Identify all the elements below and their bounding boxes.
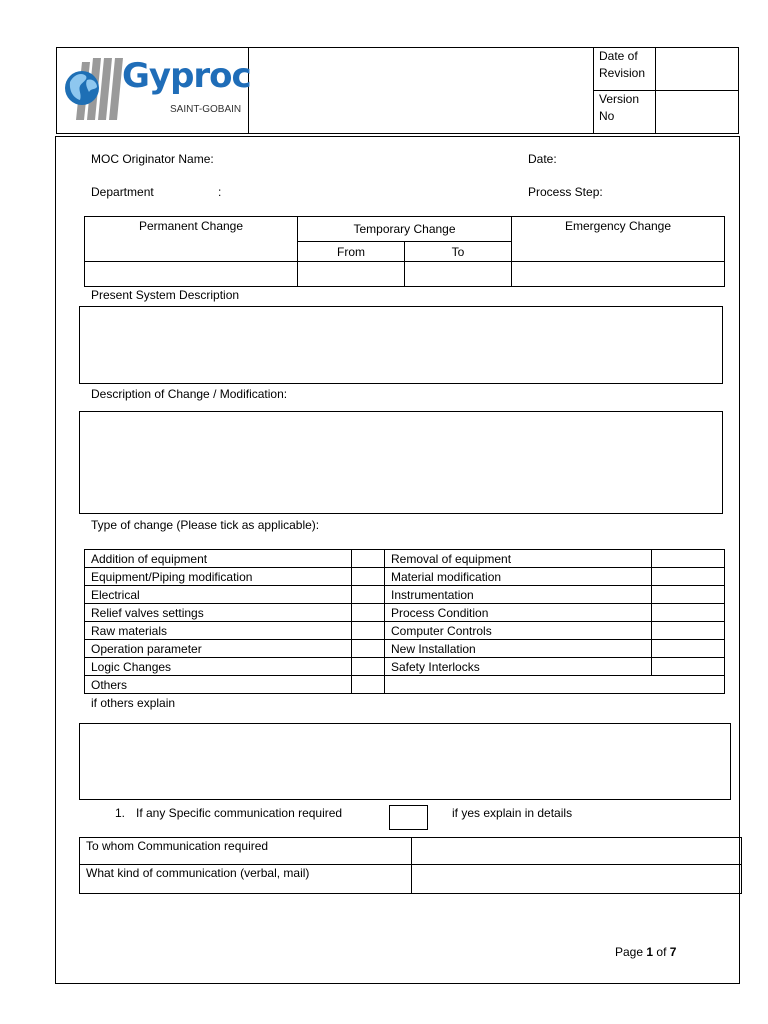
change-type-label: Electrical — [85, 586, 352, 604]
version-no-label: Version No — [599, 92, 640, 123]
change-type-label: Removal of equipment — [385, 550, 652, 568]
change-type-checkbox[interactable] — [352, 550, 385, 568]
page-total: 7 — [669, 945, 677, 959]
change-type-checkbox[interactable] — [652, 640, 725, 658]
change-type-label: New Installation — [385, 640, 652, 658]
change-type-checkbox[interactable] — [352, 586, 385, 604]
date-of-revision-label: Date of Revision — [599, 49, 646, 80]
type-of-change-label: Type of change (Please tick as applicable): — [91, 518, 320, 532]
change-type-checkbox[interactable] — [352, 658, 385, 676]
change-type-label: Relief valves settings — [85, 604, 352, 622]
change-type-label: Process Condition — [385, 604, 652, 622]
if-yes-explain-label: if yes explain in details — [452, 806, 573, 820]
change-type-label: Others — [85, 676, 352, 694]
description-change-input[interactable] — [79, 411, 723, 514]
change-type-empty-cell — [385, 676, 725, 694]
department-label: Department — [91, 185, 154, 199]
communication-item-number: 1. — [115, 806, 126, 820]
permanent-change-cell[interactable] — [85, 262, 298, 287]
others-explain-input[interactable] — [79, 723, 731, 800]
communication-question: If any Specific communication required — [136, 806, 343, 820]
temporary-to-cell[interactable] — [405, 262, 512, 287]
present-system-label: Present System Description — [91, 288, 240, 302]
present-system-input[interactable] — [79, 306, 723, 384]
change-type-label: Material modification — [385, 568, 652, 586]
change-type-label: Logic Changes — [85, 658, 352, 676]
temporary-from-header: From — [298, 242, 405, 262]
change-type-checkbox[interactable] — [352, 568, 385, 586]
date-of-revision-value[interactable] — [657, 48, 737, 89]
description-change-label: Description of Change / Modification: — [91, 387, 288, 401]
change-type-label: Safety Interlocks — [385, 658, 652, 676]
to-whom-label: To whom Communication required — [80, 838, 412, 865]
of-word: of — [656, 945, 667, 959]
change-type-checklist — [84, 549, 725, 694]
change-type-checkbox[interactable] — [652, 604, 725, 622]
to-whom-input[interactable] — [412, 838, 742, 865]
change-type-checkbox[interactable] — [352, 604, 385, 622]
change-category-table — [84, 216, 725, 287]
change-type-checkbox[interactable] — [352, 640, 385, 658]
date-label: Date: — [528, 152, 557, 166]
permanent-change-header: Permanent Change — [85, 217, 298, 262]
change-type-label: Equipment/Piping modification — [85, 568, 352, 586]
change-type-label: Raw materials — [85, 622, 352, 640]
logo-subtitle: SAINT-GOBAIN — [170, 104, 242, 115]
process-step-label: Process Step: — [528, 185, 603, 199]
change-type-checkbox[interactable] — [652, 586, 725, 604]
page-number — [615, 945, 676, 959]
communication-table — [79, 837, 742, 894]
department-colon: : — [218, 185, 222, 199]
emergency-change-cell[interactable] — [512, 262, 725, 287]
change-type-label: Computer Controls — [385, 622, 652, 640]
communication-required-checkbox[interactable] — [389, 805, 428, 830]
logo-wordmark: Gyproc — [122, 56, 251, 96]
change-type-label: Instrumentation — [385, 586, 652, 604]
change-type-label: Addition of equipment — [85, 550, 352, 568]
change-type-checkbox[interactable] — [652, 550, 725, 568]
change-type-checkbox[interactable] — [652, 622, 725, 640]
originator-name-label: MOC Originator Name: — [91, 152, 214, 166]
change-type-checkbox[interactable] — [352, 676, 385, 694]
temporary-change-header: Temporary Change — [298, 217, 512, 242]
temporary-to-header: To — [405, 242, 512, 262]
what-kind-input[interactable] — [412, 865, 742, 894]
version-no-value[interactable] — [657, 92, 737, 132]
temporary-from-cell[interactable] — [298, 262, 405, 287]
change-type-checkbox[interactable] — [652, 658, 725, 676]
company-logo — [60, 54, 251, 124]
change-type-label: Operation parameter — [85, 640, 352, 658]
what-kind-label: What kind of communication (verbal, mail) — [80, 865, 412, 894]
page-current: 1 — [646, 945, 654, 959]
emergency-change-header: Emergency Change — [512, 217, 725, 262]
change-type-checkbox[interactable] — [652, 568, 725, 586]
if-others-label: if others explain — [91, 696, 176, 710]
page-word: Page — [615, 945, 644, 959]
change-type-checkbox[interactable] — [352, 622, 385, 640]
